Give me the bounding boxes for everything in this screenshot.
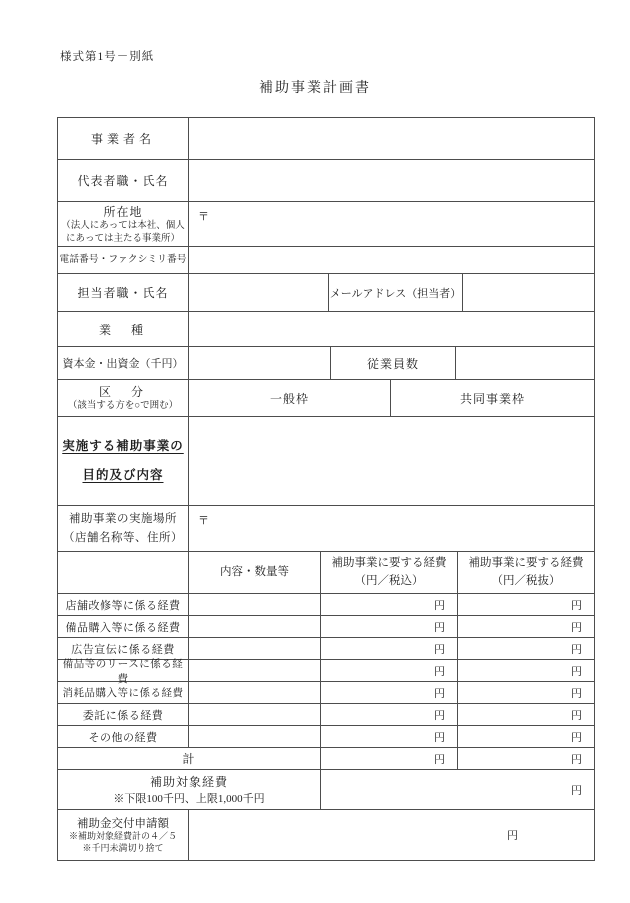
subsidy-target-row bbox=[58, 770, 594, 810]
address-value-cell bbox=[189, 202, 594, 246]
location-value-cell bbox=[189, 506, 594, 551]
purpose-value-cell bbox=[189, 417, 594, 505]
expense-total-label: 計 bbox=[58, 748, 321, 769]
row-industry bbox=[58, 312, 594, 347]
expense-row-cost-incl-cell: 円 bbox=[321, 682, 458, 703]
row-capital bbox=[58, 347, 594, 380]
expense-header-row bbox=[58, 552, 594, 594]
address-label bbox=[58, 202, 189, 246]
expense-header-cost-excl bbox=[458, 552, 594, 593]
category-label bbox=[58, 380, 189, 416]
expense-total-cost-excl-cell: 円 bbox=[571, 753, 582, 766]
contact-value-cell bbox=[189, 274, 329, 311]
postal-mark: 〒 bbox=[198, 515, 209, 527]
application-amount-value-cell: 円 bbox=[507, 830, 518, 842]
expense-row-renovation bbox=[58, 594, 594, 616]
expense-row-cost-excl-cell: 円 bbox=[571, 621, 582, 634]
row-representative bbox=[58, 160, 594, 202]
capital-value-cell bbox=[189, 347, 331, 379]
row-contact bbox=[58, 274, 594, 312]
representative-value-cell bbox=[189, 160, 594, 201]
expense-row-cost-incl-cell: 円 bbox=[321, 726, 458, 747]
subsidy-target-value-cell: 円 bbox=[571, 784, 582, 797]
expense-row-content-cell bbox=[189, 594, 321, 615]
employees-value-cell bbox=[456, 347, 594, 379]
employees-label: 従業員数 bbox=[331, 347, 456, 379]
row-business-name bbox=[58, 118, 594, 160]
expense-row-cost-incl-cell: 円 bbox=[321, 638, 458, 659]
subsidy-target-label-line2: ※下限100千円、上限1,000千円 bbox=[113, 793, 265, 805]
expense-row-outsourcing bbox=[58, 704, 594, 726]
phone-fax-value-cell bbox=[189, 247, 594, 273]
application-amount-label bbox=[58, 810, 189, 860]
application-amount-label-line3: ※千円未満切り捨て bbox=[82, 843, 164, 853]
purpose-label-line1: 実施する補助事業の bbox=[62, 439, 184, 454]
expense-row-content-cell bbox=[189, 638, 321, 659]
business-name-label: 事業者名 bbox=[58, 118, 189, 159]
email-label: メールアドレス（担当者） bbox=[329, 274, 463, 311]
expense-row-label: 備品等のリースに係る経費 bbox=[58, 660, 189, 681]
expense-row-content-cell bbox=[189, 704, 321, 725]
expense-total-row bbox=[58, 748, 594, 770]
email-value-cell bbox=[463, 274, 594, 311]
business-name-value-cell bbox=[189, 118, 594, 159]
expense-row-cost-excl-cell: 円 bbox=[571, 599, 582, 612]
application-amount-label-line1: 補助金交付申請額 bbox=[77, 818, 169, 831]
expense-header-content: 内容・数量等 bbox=[189, 552, 321, 593]
representative-label: 代表者職・氏名 bbox=[58, 160, 189, 201]
expense-header-empty-cell bbox=[58, 552, 189, 593]
expense-header-cost-excl-line1: 補助事業に要する経費 bbox=[468, 556, 584, 569]
expense-row-content-cell bbox=[189, 726, 321, 747]
category-option-joint: 共同事業枠 bbox=[459, 391, 525, 406]
expense-row-cost-excl-cell: 円 bbox=[571, 643, 582, 656]
expense-row-cost-excl-cell: 円 bbox=[571, 687, 582, 700]
address-label-note1: （法人にあっては本社、個人 bbox=[61, 221, 185, 232]
form-code: 様式第1号－別紙 bbox=[60, 51, 155, 63]
expense-row-consumables bbox=[58, 682, 594, 704]
row-location bbox=[58, 506, 594, 552]
expense-row-cost-excl-cell: 円 bbox=[571, 665, 582, 678]
phone-fax-label: 電話番号・ファクシミリ番号 bbox=[58, 247, 189, 273]
page-title: 補助事業計画書 bbox=[259, 81, 371, 96]
category-option-general: 一般枠 bbox=[189, 380, 391, 416]
row-phone-fax bbox=[58, 247, 594, 274]
expense-row-label: 広告宣伝に係る経費 bbox=[58, 638, 189, 659]
expense-row-label: 委託に係る経費 bbox=[58, 704, 189, 725]
industry-label: 業 種 bbox=[58, 312, 189, 346]
expense-row-cost-incl-cell: 円 bbox=[321, 660, 458, 681]
address-label-main: 所在地 bbox=[103, 205, 143, 220]
subsidy-target-label bbox=[58, 770, 321, 809]
subsidy-plan-form-table bbox=[57, 117, 595, 861]
expense-header-cost-incl bbox=[321, 552, 458, 593]
postal-mark: 〒 bbox=[198, 211, 209, 223]
contact-label: 担当者職・氏名 bbox=[58, 274, 189, 311]
capital-label: 資本金・出資金（千円） bbox=[58, 347, 189, 379]
expense-row-cost-incl-cell: 円 bbox=[321, 704, 458, 725]
location-label-line2: （店舗名称等、住所） bbox=[63, 531, 183, 544]
expense-row-content-cell bbox=[189, 682, 321, 703]
location-label-line1: 補助事業の実施場所 bbox=[69, 513, 177, 526]
category-label-note: （該当する方を○で囲む） bbox=[67, 401, 179, 412]
row-address bbox=[58, 202, 594, 247]
address-label-note2: にあっては主たる事業所） bbox=[66, 233, 180, 244]
expense-row-cost-incl-cell: 円 bbox=[321, 616, 458, 637]
expense-row-label: 備品購入等に係る経費 bbox=[58, 616, 189, 637]
expense-header-cost-excl-line2: （円／税抜） bbox=[491, 574, 561, 587]
expense-row-content-cell bbox=[189, 660, 321, 681]
expense-row-other bbox=[58, 726, 594, 748]
subsidy-target-label-line1: 補助対象経費 bbox=[149, 775, 228, 789]
expense-header-cost-incl-line1: 補助事業に要する経費 bbox=[331, 556, 447, 569]
expense-row-label: 消耗品購入等に係る経費 bbox=[58, 682, 189, 703]
expense-row-content-cell bbox=[189, 616, 321, 637]
expense-row-equipment bbox=[58, 616, 594, 638]
category-label-main: 区 分 bbox=[98, 385, 147, 400]
purpose-label-line2: 目的及び内容 bbox=[82, 468, 164, 482]
location-label bbox=[58, 506, 189, 551]
row-purpose bbox=[58, 417, 594, 506]
expense-row-label: その他の経費 bbox=[58, 726, 189, 747]
expense-row-label: 店舗改修等に係る経費 bbox=[58, 594, 189, 615]
application-amount-row bbox=[58, 810, 594, 860]
expense-row-lease bbox=[58, 658, 594, 685]
expense-total-cost-incl-cell: 円 bbox=[321, 748, 458, 769]
expense-row-cost-excl-cell: 円 bbox=[571, 731, 582, 744]
application-amount-label-line2: ※補助対象経費計の４／５ bbox=[68, 831, 177, 842]
purpose-label bbox=[58, 417, 189, 505]
industry-value-cell bbox=[189, 312, 594, 346]
expense-row-cost-incl-cell: 円 bbox=[321, 594, 458, 615]
expense-row-cost-excl-cell: 円 bbox=[571, 709, 582, 722]
row-category bbox=[58, 380, 594, 417]
expense-header-cost-incl-line2: （円／税込） bbox=[354, 574, 424, 587]
